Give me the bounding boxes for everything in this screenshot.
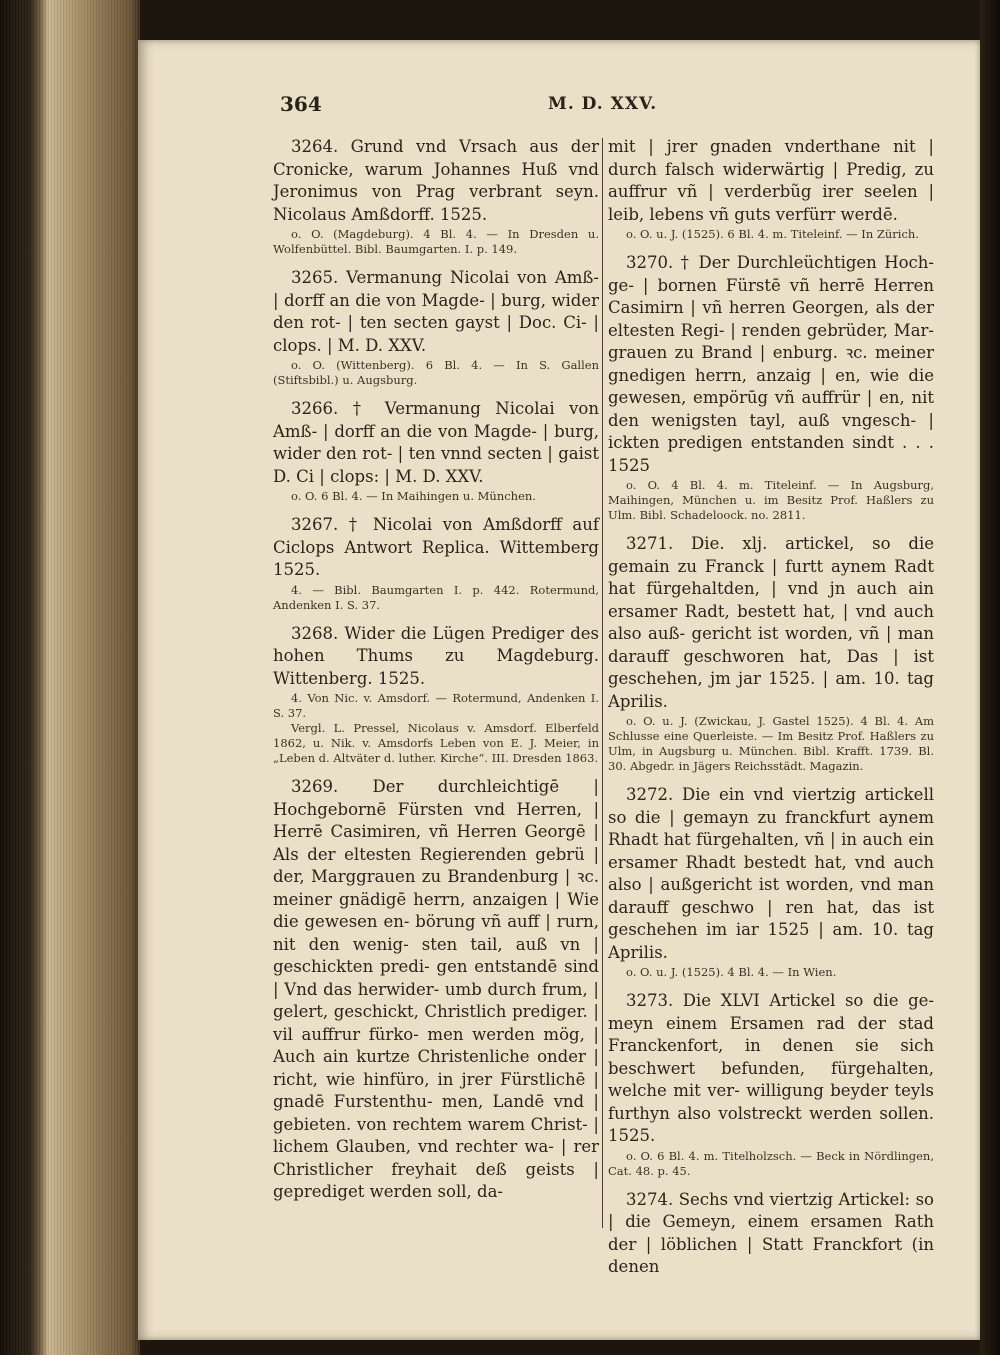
entry-3268 bbox=[273, 623, 599, 767]
entry-note: o. O. (Wittenberg). 6 Bl. 4. — In S. Gallen (Stiftsbibl.) u. Augsburg. bbox=[273, 358, 599, 387]
entry-title: 3273. Die XLVI Artickel so die ge- meyn einem Ersamen rad der stad Franckenfort, in denen sie sich beschwert befunden, fürgehalten, welche mit ver- willigung beyder teyls furthyn also volstreckt werden sollen. 1525. bbox=[608, 991, 934, 1145]
entry-title: 3272. Die ein vnd viertzig artickell so die | gemayn zu franckfurt aynem Rhadt hat fürgehalten, vñ | in auch ein ersamer Rhadt bestedt hat, vnd auch also | außgericht ist worden, vnd man darauff geschwo | ren hat, das ist geschehen im iar 1525 | am. 10. tag Aprilis. bbox=[608, 785, 934, 962]
entry-3270 bbox=[608, 252, 934, 523]
entry-note: 4. Von Nic. v. Amsdorf. — Rotermund, Andenken I. S. 37. bbox=[273, 691, 599, 720]
entry-3272 bbox=[608, 784, 934, 980]
column-divider bbox=[602, 138, 603, 1228]
book-page-edges bbox=[0, 0, 140, 1355]
entry-note: o. O. (Magdeburg). 4 Bl. 4. — In Dresden u. Wolfenbüttel. Bibl. Baumgarten. I. p. 149. bbox=[273, 227, 599, 256]
entry-3265 bbox=[273, 267, 599, 388]
page-number: 364 bbox=[280, 92, 322, 116]
running-head: M. D. XXV. bbox=[548, 94, 658, 114]
entry-title: 3266. † Vermanung Nicolai von Amß- | dorff an die von Magde- | burg, wider den rot- | ten vnnd secten | gaist D. Ci | clops: | M. D. XXV. bbox=[273, 399, 599, 486]
entry-title: 3267. † Nicolai von Amßdorff auf Ciclops Antwort Replica. Wittemberg 1525. bbox=[273, 515, 599, 579]
entry-note: o. O. 4 Bl. 4. m. Titeleinf. — In Augsburg, Maihingen, München u. im Besitz Prof. Haßlers zu Ulm. Bibl. Schadeloock. no. 2811. bbox=[608, 478, 934, 522]
entry-title: 3265. Vermanung Nicolai von Amß- | dorff an die von Magde- | burg, wider den rot- | ten secten gayst | Doc. Ci- | clops. | M. D. XXV. bbox=[273, 268, 599, 355]
page-header bbox=[280, 92, 930, 116]
entry-note: o. O. u. J. (1525). 4 Bl. 4. — In Wien. bbox=[626, 965, 837, 979]
entry-3269 bbox=[273, 776, 599, 1204]
entry-note: o. O. 6 Bl. 4. — In Maihingen u. München. bbox=[291, 489, 536, 503]
book-spine-shadow bbox=[980, 0, 1000, 1355]
entry-title: 3269. Der durchleichtigē | Hochgebornē Fürsten vnd Herren, | Herrē Casimiren, vñ Herren Georgē | Als der eltesten Regierenden gebrü | der, Marggrauen zu Brandenburg | ꝛc. meiner gnädigē herrn, anzaigen | Wie die gewesen en- börung vñ auff | rurn, nit den wenig- sten tail, auß vn | geschickten predi- gen entstandē sind | Vnd das herwider- umb durch frum, | gelert, geschickt, Christlich prediger. | vil auffrur fürko- men werden mög, | Auch ain kurtze Christenliche onder | richt, wie hinfüro, in jrer Fürstlichē | gnadē Furstenthu- men, Landē vnd | gebieten. von rechtem warem Christ- | lichem Glauben, vnd rechter wa- | rer Christlicher freyhait deß geists | geprediget werden soll, da- bbox=[273, 777, 599, 1201]
entry-title: 3270. † Der Durchleüchtigen Hoch- ge- | bornen Fürstē vñ herrē Herren Casimirn | vñ herren Georgen, als der eltesten Regi- | renden gebrüder, Mar- grauen zu Brand | enburg. ꝛc. meiner gnedigen herrn, anzaig | en, wie die gewesen, empörūg vñ auffrür | en, nit den wenigsten tayl, auß vngesch- | ickten predigen entstanden sindt . . . 1525 bbox=[608, 253, 934, 475]
entry-title: 3264. Grund vnd Vrsach aus der Cronicke, warum Johannes Huß vnd Jeronimus von Prag verbrant seyn. Nicolaus Amßdorff. 1525. bbox=[273, 137, 599, 224]
left-column bbox=[273, 136, 599, 1246]
entry-title: 3268. Wider die Lügen Prediger des hohen Thums zu Magdeburg. Wittenberg. 1525. bbox=[273, 623, 599, 688]
entry-3273 bbox=[608, 990, 934, 1179]
right-column bbox=[608, 136, 934, 1276]
entry-3271 bbox=[608, 533, 934, 774]
entry-note: o. O. 6 Bl. 4. m. Titelholzsch. — Beck in Nördlingen, Cat. 48. p. 45. bbox=[608, 1148, 934, 1178]
entry-note: o. O. u. J. (1525). 6 Bl. 4. m. Titeleinf. — In Zürich. bbox=[626, 227, 919, 241]
entry-3269-continued bbox=[608, 136, 934, 242]
entry-title: 3274. Sechs vnd viertzig Artickel: so | die Gemeyn, einem ersamen Rath der | löblichen | Statt Franckfort (in denen bbox=[608, 1189, 934, 1276]
entry-note: o. O. u. J. (Zwickau, J. Gastel 1525). 4 Bl. 4. Am Schlusse eine Querleiste. — Im Besitz Prof. Haßlers zu Ulm, in Augsburg u. München. Bibl. Krafft. 1739. Bl. 30. Abgedr. in Jägers Reichsstädt. Magazin. bbox=[608, 714, 934, 773]
entry-3274 bbox=[608, 1189, 934, 1279]
entry-3264 bbox=[273, 136, 599, 257]
entry-3266 bbox=[273, 398, 599, 504]
entry-note: 4. — Bibl. Baumgarten I. p. 442. Rotermund, Andenken I. S. 37. bbox=[273, 582, 599, 612]
entry-3267 bbox=[273, 514, 599, 613]
entry-note-reference: Vergl. L. Pressel, Nicolaus v. Amsdorf. Elberfeld 1862, u. Nik. v. Amsdorfs Leben von E. J. Meier, in „Leben d. Altväter d. luther. Kirche“. III. Dresden 1863. bbox=[273, 721, 599, 765]
entry-title-continued: mit | jrer gnaden vnderthane nit | durch falsch widerwärtig | Predig, zu auffrur vñ | verderbũg irer seelen | leib, lebens vñ guts verfürr werdē. bbox=[608, 137, 934, 224]
entry-title: 3271. Die. xlj. artickel, so die gemain zu Franck | furtt aynem Radt hat fürgehaltden, | vnd jn auch ain ersamer Radt, bestett hat, | vnd auch also auß- gericht ist worden, vñ | man darauff geschworen hat, Das | ist geschehen, jm jar 1525. | am. 10. tag Aprilis. bbox=[608, 534, 934, 711]
